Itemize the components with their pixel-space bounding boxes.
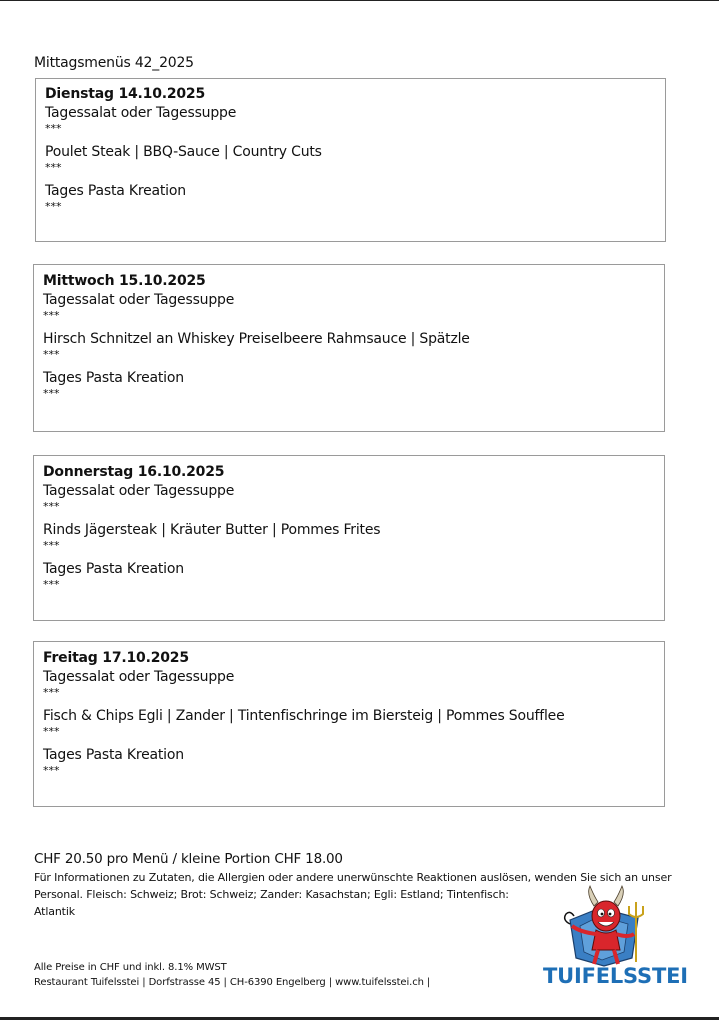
pasta: Tages Pasta Kreation (43, 370, 184, 386)
allergen-info-line: Für Informationen zu Zutaten, die Allergien oder andere unerwünschte Reaktionen auslösen, wenden Sie sich an unser (34, 871, 672, 884)
allergen-info-line: Atlantik (34, 905, 75, 918)
page-title: Mittagsmenüs 42_2025 (34, 55, 194, 71)
top-border (0, 0, 719, 1)
price-info: CHF 20.50 pro Menü / kleine Portion CHF 18.00 (34, 851, 343, 867)
logo-text: TUIFELSSTEI (543, 964, 688, 988)
separator: *** (43, 725, 60, 738)
day-title: Mittwoch 15.10.2025 (43, 273, 206, 289)
separator: *** (43, 764, 60, 777)
footer (34, 960, 430, 990)
pasta: Tages Pasta Kreation (43, 747, 184, 763)
starter: Tagessalat oder Tagessuppe (43, 669, 235, 685)
main-dish: Fisch & Chips Egli | Zander | Tintenfischringe im Biersteig | Pommes Soufflee (43, 708, 565, 724)
pasta: Tages Pasta Kreation (43, 561, 184, 577)
separator: *** (43, 348, 60, 361)
day-title: Dienstag 14.10.2025 (45, 86, 206, 102)
separator: *** (43, 578, 60, 591)
day-menu-box (33, 455, 665, 621)
day-title: Donnerstag 16.10.2025 (43, 464, 225, 480)
separator: *** (43, 539, 60, 552)
starter: Tagessalat oder Tagessuppe (43, 483, 235, 499)
day-menu-box (35, 78, 666, 242)
separator: *** (43, 309, 60, 322)
starter: Tagessalat oder Tagessuppe (43, 292, 235, 308)
address: Restaurant Tuifelsstei | Dorfstrasse 45 | CH-6390 Engelberg | www.tuifelsstei.ch | (34, 977, 431, 988)
separator: *** (45, 122, 62, 135)
main-dish: Rinds Jägersteak | Kräuter Butter | Pommes Frites (43, 522, 381, 538)
main-dish: Poulet Steak | BBQ-Sauce | Country Cuts (45, 144, 322, 160)
pasta: Tages Pasta Kreation (45, 183, 186, 199)
day-title: Freitag 17.10.2025 (43, 650, 189, 666)
main-dish: Hirsch Schnitzel an Whiskey Preiselbeere Rahmsauce | Spätzle (43, 331, 470, 347)
vat-note: Alle Preise in CHF und inkl. 8.1% MWST (34, 962, 227, 973)
day-menu-box (33, 264, 665, 432)
separator: *** (43, 500, 60, 513)
allergen-info-line: Personal. Fleisch: Schweiz; Brot: Schweiz; Zander: Kasachstan; Egli: Estland; Tintenfisch: (34, 888, 509, 901)
separator: *** (43, 387, 60, 400)
starter: Tagessalat oder Tagessuppe (45, 105, 237, 121)
separator: *** (45, 161, 62, 174)
day-menu-box (33, 641, 665, 807)
separator: *** (43, 686, 60, 699)
separator: *** (45, 200, 62, 213)
